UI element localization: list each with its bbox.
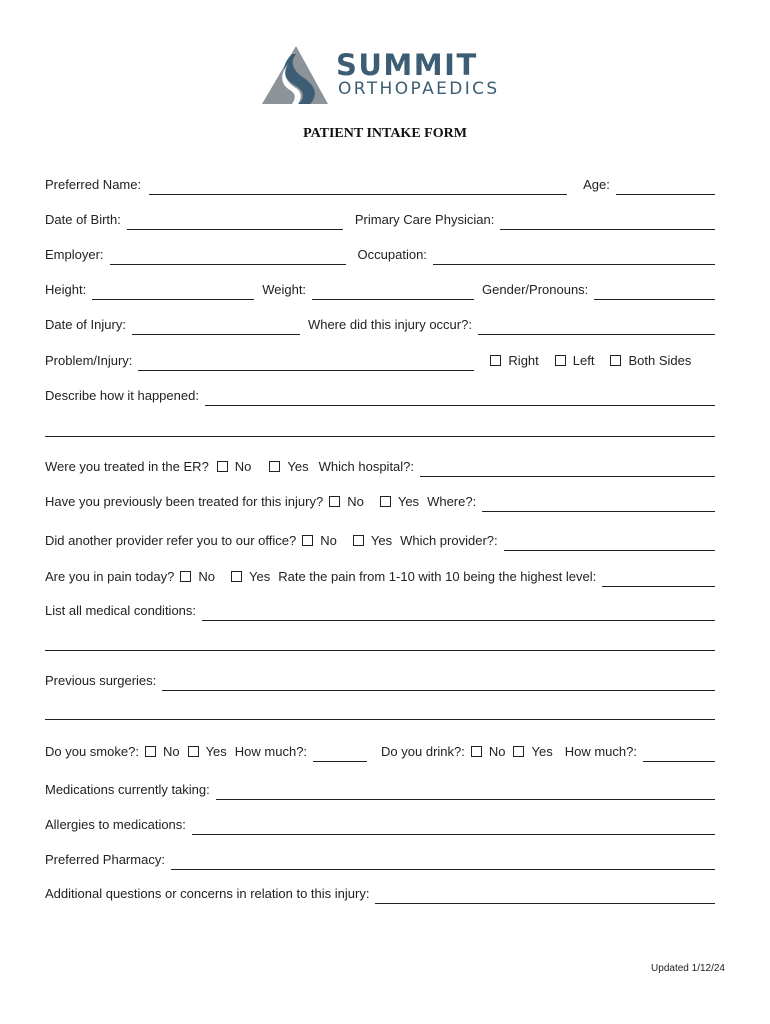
occupation-label: Occupation: xyxy=(357,247,427,262)
prev-treated-label: Have you previously been treated for this injury? xyxy=(45,494,324,509)
row-preferred-name xyxy=(45,175,715,195)
date-injury-field[interactable] xyxy=(132,319,300,335)
mountain-logo-icon xyxy=(262,44,332,108)
smoke-yes-label: Yes xyxy=(205,744,227,759)
describe-field[interactable] xyxy=(205,390,715,406)
occupation-field[interactable] xyxy=(433,249,715,265)
row-smoke-drink xyxy=(45,742,715,762)
form-title: PATIENT INTAKE FORM xyxy=(303,126,467,141)
date-injury-label: Date of Injury: xyxy=(45,317,126,332)
drink-yes-checkbox[interactable] xyxy=(513,746,524,757)
conditions-field[interactable] xyxy=(202,605,715,621)
pain-label: Are you in pain today? xyxy=(45,569,175,584)
row-er xyxy=(45,457,715,477)
smoke-how-much-label: How much?: xyxy=(234,744,308,759)
conditions-label: List all medical conditions: xyxy=(45,603,197,618)
referred-yes-label: Yes xyxy=(370,533,393,548)
where-injury-label: Where did this injury occur?: xyxy=(307,317,472,332)
surgeries-field[interactable] xyxy=(162,675,715,691)
dob-label: Date of Birth: xyxy=(45,212,121,227)
row-height xyxy=(45,280,715,300)
smoke-no-label: No xyxy=(162,744,180,759)
pain-rate-label: Rate the pain from 1-10 with 10 being the highest level: xyxy=(278,569,597,584)
er-no-checkbox[interactable] xyxy=(217,461,228,472)
left-label: Left xyxy=(572,353,595,368)
allergies-label: Allergies to medications: xyxy=(45,817,186,832)
weight-label: Weight: xyxy=(262,282,307,297)
row-employer xyxy=(45,245,715,265)
pharmacy-field[interactable] xyxy=(171,854,715,870)
drink-label: Do you drink?: xyxy=(381,744,465,759)
pcp-label: Primary Care Physician: xyxy=(354,212,495,227)
medications-label: Medications currently taking: xyxy=(45,782,210,797)
preferred-name-field[interactable] xyxy=(149,179,567,195)
row-pharmacy xyxy=(45,850,715,870)
additional-field[interactable] xyxy=(375,888,715,904)
drink-how-much-label: How much?: xyxy=(564,744,637,759)
left-checkbox[interactable] xyxy=(555,355,566,366)
weight-field[interactable] xyxy=(312,284,474,300)
height-label: Height: xyxy=(45,282,87,297)
row-referred xyxy=(45,531,715,551)
problem-field[interactable] xyxy=(138,355,474,371)
row-medications xyxy=(45,780,715,800)
er-label: Were you treated in the ER? xyxy=(45,459,209,474)
pain-no-checkbox[interactable] xyxy=(180,571,191,582)
describe-label: Describe how it happened: xyxy=(45,388,199,403)
right-label: Right xyxy=(508,353,539,368)
drink-yes-label: Yes xyxy=(531,744,553,759)
referred-no-label: No xyxy=(320,533,337,548)
pain-no-label: No xyxy=(198,569,215,584)
smoke-yes-checkbox[interactable] xyxy=(188,746,199,757)
gender-field[interactable] xyxy=(594,284,715,300)
medications-field[interactable] xyxy=(216,784,715,800)
prev-yes-label: Yes xyxy=(397,494,420,509)
updated-date: Updated 1/12/24 xyxy=(651,963,725,974)
which-provider-field[interactable] xyxy=(504,535,715,551)
prev-no-checkbox[interactable] xyxy=(329,496,340,507)
er-no-label: No xyxy=(234,459,252,474)
both-sides-checkbox[interactable] xyxy=(610,355,621,366)
age-label: Age: xyxy=(583,177,610,192)
er-yes-label: Yes xyxy=(287,459,309,474)
row-allergies xyxy=(45,815,715,835)
problem-label: Problem/Injury: xyxy=(45,353,133,368)
surgeries-field-line2[interactable] xyxy=(45,719,715,720)
pain-yes-checkbox[interactable] xyxy=(231,571,242,582)
describe-field-line2[interactable] xyxy=(45,436,715,437)
pain-yes-label: Yes xyxy=(249,569,271,584)
referred-yes-checkbox[interactable] xyxy=(353,535,364,546)
drink-no-label: No xyxy=(488,744,506,759)
brand-name: SUMMIT xyxy=(336,48,478,82)
pain-rate-field[interactable] xyxy=(602,571,715,587)
drink-no-checkbox[interactable] xyxy=(471,746,482,757)
prev-no-label: No xyxy=(347,494,364,509)
drink-how-much-field[interactable] xyxy=(643,746,715,762)
employer-field[interactable] xyxy=(110,249,346,265)
height-field[interactable] xyxy=(92,284,254,300)
summit-logo xyxy=(262,44,502,108)
referred-label: Did another provider refer you to our office? xyxy=(45,533,297,548)
which-hospital-label: Which hospital?: xyxy=(318,459,415,474)
where-field[interactable] xyxy=(482,496,715,512)
both-sides-label: Both Sides xyxy=(628,353,692,368)
which-provider-label: Which provider?: xyxy=(400,533,498,548)
row-surgeries xyxy=(45,671,715,691)
conditions-field-line2[interactable] xyxy=(45,650,715,651)
additional-label: Additional questions or concerns in relation to this injury: xyxy=(45,886,370,901)
smoke-how-much-field[interactable] xyxy=(313,746,367,762)
which-hospital-field[interactable] xyxy=(420,461,715,477)
dob-field[interactable] xyxy=(127,214,343,230)
where-injury-field[interactable] xyxy=(478,319,715,335)
row-conditions xyxy=(45,601,715,621)
er-yes-checkbox[interactable] xyxy=(269,461,280,472)
smoke-no-checkbox[interactable] xyxy=(145,746,156,757)
gender-label: Gender/Pronouns: xyxy=(482,282,589,297)
smoke-label: Do you smoke?: xyxy=(45,744,139,759)
row-dob xyxy=(45,210,715,230)
row-additional xyxy=(45,884,715,904)
preferred-name-label: Preferred Name: xyxy=(45,177,142,192)
pharmacy-label: Preferred Pharmacy: xyxy=(45,852,165,867)
row-pain xyxy=(45,567,715,587)
row-problem xyxy=(45,351,715,371)
brand-subtitle: ORTHOPAEDICS xyxy=(338,79,500,99)
prev-yes-checkbox[interactable] xyxy=(380,496,391,507)
employer-label: Employer: xyxy=(45,247,104,262)
right-checkbox[interactable] xyxy=(490,355,501,366)
referred-no-checkbox[interactable] xyxy=(302,535,313,546)
allergies-field[interactable] xyxy=(192,819,715,835)
age-field[interactable] xyxy=(616,179,715,195)
surgeries-label: Previous surgeries: xyxy=(45,673,157,688)
row-date-injury xyxy=(45,315,715,335)
where-label: Where?: xyxy=(427,494,477,509)
pcp-field[interactable] xyxy=(500,214,715,230)
row-prev-treated xyxy=(45,492,715,512)
row-describe xyxy=(45,386,715,406)
